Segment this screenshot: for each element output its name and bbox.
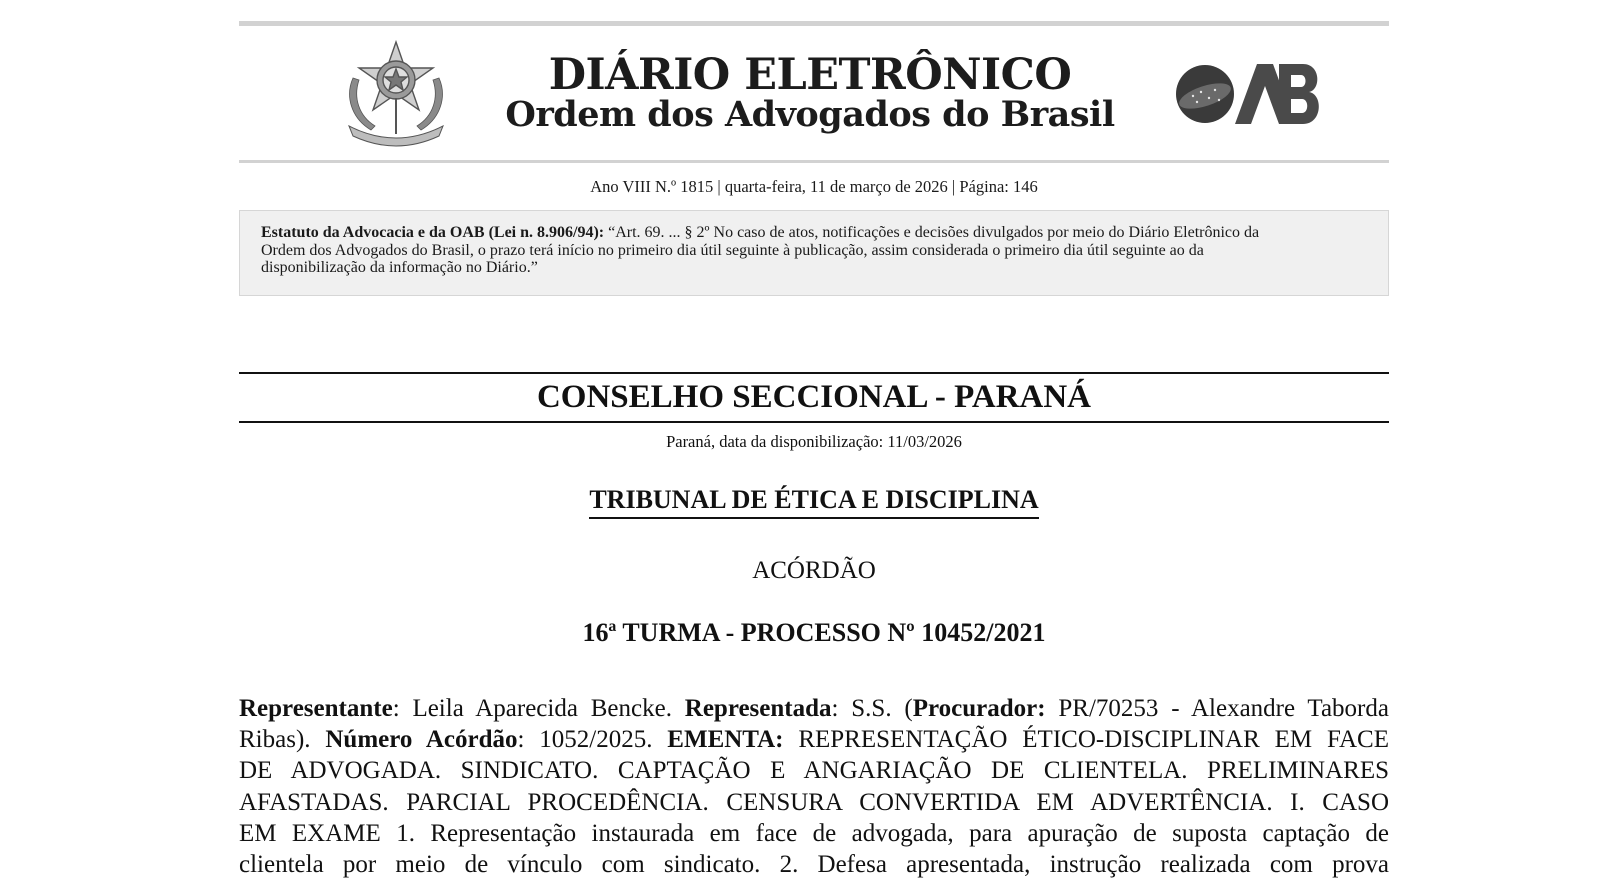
decision-body-line bbox=[239, 724, 1389, 755]
notice-text-1: “Art. 69. ... § 2º No caso de atos, notificações e decisões divulgados por meio do Diário Eletrônico da bbox=[604, 224, 1260, 241]
decision-text: Ribas). bbox=[239, 726, 326, 754]
oab-logo-icon bbox=[1175, 62, 1323, 126]
section-top-rule bbox=[239, 372, 1389, 374]
decision-text: AFASTADAS. PARCIAL PROCEDÊNCIA. CENSURA CONVERTIDA EM ADVERTÊNCIA. I. CASO bbox=[239, 788, 1389, 816]
decision-text: : Leila Aparecida Bencke. bbox=[392, 695, 685, 722]
decision-field-label: Procurador: bbox=[912, 695, 1046, 722]
header-top-rule bbox=[239, 21, 1389, 26]
decision-field-label: Número Acórdão bbox=[325, 726, 518, 754]
diario-title: DIÁRIO ELETRÔNICO bbox=[548, 50, 1072, 100]
decision-field-label: EMENTA: bbox=[667, 726, 784, 754]
process-heading: 16ª TURMA - PROCESSO Nº 10452/2021 bbox=[582, 618, 1046, 647]
decision-text: EM EXAME 1. Representação instaurada em face de advogada, para apuração de suposta captação de bbox=[239, 819, 1389, 847]
decision-body-line bbox=[239, 849, 1389, 880]
diario-subtitle: Ordem dos Advogados do Brasil bbox=[505, 94, 1115, 135]
section-bottom-rule bbox=[239, 421, 1389, 423]
decision-body-line bbox=[239, 755, 1389, 786]
decision-text: : S.S. ( bbox=[831, 695, 913, 722]
notice-label: Estatuto da Advocacia e da OAB (Lei n. 8.906/94): bbox=[261, 224, 605, 241]
decision-text: PR/70253 - Alexandre Taborda bbox=[1045, 695, 1389, 722]
legal-notice-box bbox=[239, 210, 1389, 296]
decision-text: clientela por meio de vínculo com sindicato. 2. Defesa apresentada, instrução realizada com prova bbox=[239, 851, 1389, 879]
decision-body-line bbox=[239, 787, 1389, 818]
availability-date: Paraná, data da disponibilização: 11/03/2026 bbox=[666, 432, 962, 451]
decision-field-label: Representante bbox=[239, 695, 393, 722]
decision-text: REPRESENTAÇÃO ÉTICO-DISCIPLINAR EM FACE bbox=[783, 726, 1389, 754]
decision-body-line bbox=[239, 818, 1389, 849]
tribunal-heading-wrap bbox=[239, 484, 1389, 519]
issue-line: Ano VIII N.º 1815 | quarta-feira, 11 de março de 2026 | Página: 146 bbox=[590, 177, 1038, 196]
decision-body-line bbox=[239, 693, 1389, 724]
decision-text: : 1052/2025. bbox=[517, 726, 668, 754]
decision-text: DE ADVOGADA. SINDICATO. CAPTAÇÃO E ANGARIAÇÃO DE CLIENTELA. PRELIMINARES bbox=[239, 757, 1389, 785]
decision-body bbox=[239, 693, 1389, 880]
brazil-coat-of-arms-icon bbox=[339, 38, 453, 148]
section-title: CONSELHO SECCIONAL - PARANÁ bbox=[536, 379, 1092, 415]
decision-type: ACÓRDÃO bbox=[752, 557, 876, 584]
decision-field-label: Representada bbox=[684, 695, 832, 722]
tribunal-heading: TRIBUNAL DE ÉTICA E DISCIPLINA bbox=[589, 484, 1038, 519]
header-bottom-rule bbox=[239, 160, 1389, 163]
notice-text-3: disponibilização da informação no Diário.” bbox=[261, 259, 538, 276]
notice-text-2: Ordem dos Advogados do Brasil, o prazo terá início no primeiro dia útil seguinte à publicação, assim considerada o primeiro dia útil seguinte ao da bbox=[261, 241, 1204, 259]
